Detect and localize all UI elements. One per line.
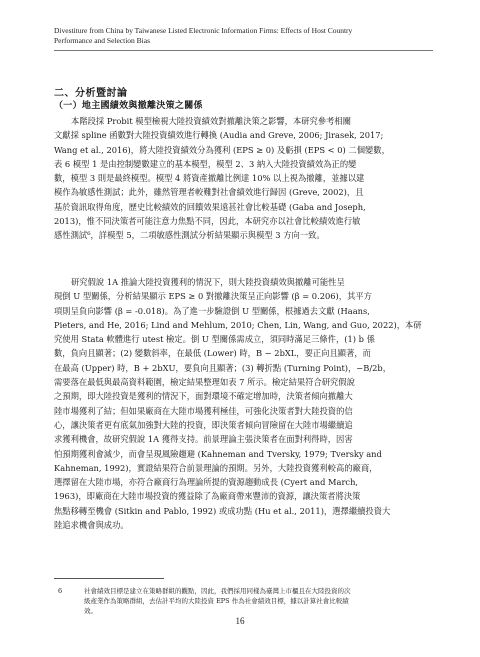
paragraph-line: 表 6 模型 1 是由控制變數建立的基本模型，模型 2、3 納入大陸投資績效為正的變: [54, 158, 357, 169]
paragraph-line: 需要落在最低與最高資料範圍，檢定結果整理如表 7 所示。檢定結果符合研究假說: [54, 377, 355, 388]
paragraph-line: 數，負向且顯著；(2) 變數斜率，在最低 (Lower) 時，B − 2bXL，要正向且顯著，而: [54, 348, 371, 359]
paragraph-line: 項則呈負向影響 (β = -0.018)。為了進一步驗證倒 U 型關係，根據過去文獻 (Haans,: [54, 305, 370, 316]
paragraph-line: 1963)，即廠商在大陸市場投資的獲益除了為廠商帶來豐沛的資源，讓決策者將決策: [54, 491, 361, 502]
paragraph-line: 之預期，即大陸投資是獲利的情況下，面對環境不確定增加時，決策者傾向撤離大: [54, 391, 353, 402]
paragraph-line: 究使用 Stata 軟體進行 utest 檢定。倒 U 型關係需成立，須同時滿足三條件，(1) b 係: [54, 334, 375, 345]
paragraph-line: 在最高 (Upper) 時，B + 2bXU，要負向且顯著；(3) 轉折點 (Turning Point)，−B/2b，: [54, 362, 392, 373]
footnote-line: 級產業作為策略群組，去估計平均的大陸投資 EPS 作為社會績效目標，據以計算社會比較績: [84, 597, 349, 605]
running-head-line-2: Performance and Selection Bias: [54, 35, 151, 45]
paragraph-line: 求獲利機會，故研究假說 1A 獲得支持。前景理論主張決策者在面對利得時，因害: [54, 434, 353, 445]
subsection-heading: （一）地主國績效與撤離決策之關係: [54, 101, 203, 111]
paragraph-line: 選擇留在大陸市場，亦符合廠商行為理論所提的資源趨動成長 (Cyert and March,: [54, 477, 359, 488]
paragraph-line: 陸追求機會與成功。: [54, 520, 129, 531]
paragraph-line: 感性測試⁶，詳模型 5，二項敏感性測試分析結果顯示與模型 3 方向一致。: [54, 230, 325, 241]
footnote-text: [84, 586, 434, 616]
paragraph-line: 模作為敏感性測試；此外，雖然管理者較難對社會績效進行歸因 (Greve, 2002)，且: [54, 187, 364, 198]
header-rule: [54, 50, 433, 51]
section-heading: 二、分析暨討論: [54, 88, 128, 99]
paragraph-line: 焦點移轉至機會 (Sitkin and Pablo, 1992) 或成功點 (Hu et al., 2011)，選擇繼續投資大: [54, 505, 391, 516]
footnote-mark: 6: [58, 587, 63, 595]
page-number: 16: [235, 616, 245, 626]
paragraph-line: 研究假說 1A 推論大陸投資獲利的情況下，則大陸投資績效與撤離可能性呈: [71, 277, 345, 287]
paragraph-line: 心，讓決策者更有底氣加強對大陸的投資，即決策者傾向冒險留在大陸市場繼續追: [54, 419, 353, 430]
paragraph-line: 文獻採 spline 函數對大陸投資績效進行轉換 (Audia and Greve, 2006; Jirasek, 2017;: [54, 130, 384, 141]
paragraph-line: Pieters, and He, 2016; Lind and Mehlum, 2010; Chen, Lin, Wang, and Guo, 2022)，本研: [54, 319, 422, 330]
running-head-line-1: Divestiture from China by Taiwanese Listed Electronic Information Firms: Effects of Host Country: [54, 26, 353, 35]
footnote-line: 效。: [84, 607, 97, 615]
paragraph-line: 基於資訊取得角度，歷史比較績效的回饋效果遠甚社會比較基礎 (Gaba and Joseph,: [54, 201, 366, 212]
footnote-rule: [54, 578, 164, 579]
paragraph-line: 怕預期獲利會減少，而會呈現風險趨避 (Kahneman and Tversky, 1979; Tversky and: [54, 448, 382, 459]
running-head: [54, 26, 434, 45]
footnote-line: 社會績效目標是建立在策略群組的觀點，因此，我們採用同樣為臺灣上市櫃且在大陸投資的次: [84, 587, 351, 595]
paragraph-1: [54, 114, 434, 243]
paragraph-line: Kahneman, 1992)，實證結果符合前景理論的預期。另外，大陸投資獲利較高的廠商，: [54, 462, 378, 473]
paragraph-line: 數，模型 3 則是最終模型。模型 4 將資產撤離比例達 10% 以上視為撤離，並據以建: [54, 173, 365, 184]
paragraph-line: 陸市場獲利了結；但如果廠商在大陸市場獲利極佳，可強化決策者對大陸投資的信: [54, 405, 353, 416]
paragraph-line: Wang et al., 2016)，將大陸投資績效分為獲利 (EPS ≥ 0) 及虧損 (EPS < 0) 二個變數，: [54, 144, 390, 155]
paragraph-2: [54, 275, 434, 532]
paragraph-line: 現倒 U 型關係，分析結果顯示 EPS ≥ 0 對撤離決策呈正向影響 (β = 0.206)，其平方: [54, 291, 372, 302]
paragraph-line: 2013)，惟不同決策者可能注意力焦點不同，因此，本研究亦以社會比較績效進行敏: [54, 216, 361, 227]
paragraph-line: 本階段採 Probit 模型檢視大陸投資績效對撤離決策之影響，本研究參考相關: [71, 116, 352, 126]
